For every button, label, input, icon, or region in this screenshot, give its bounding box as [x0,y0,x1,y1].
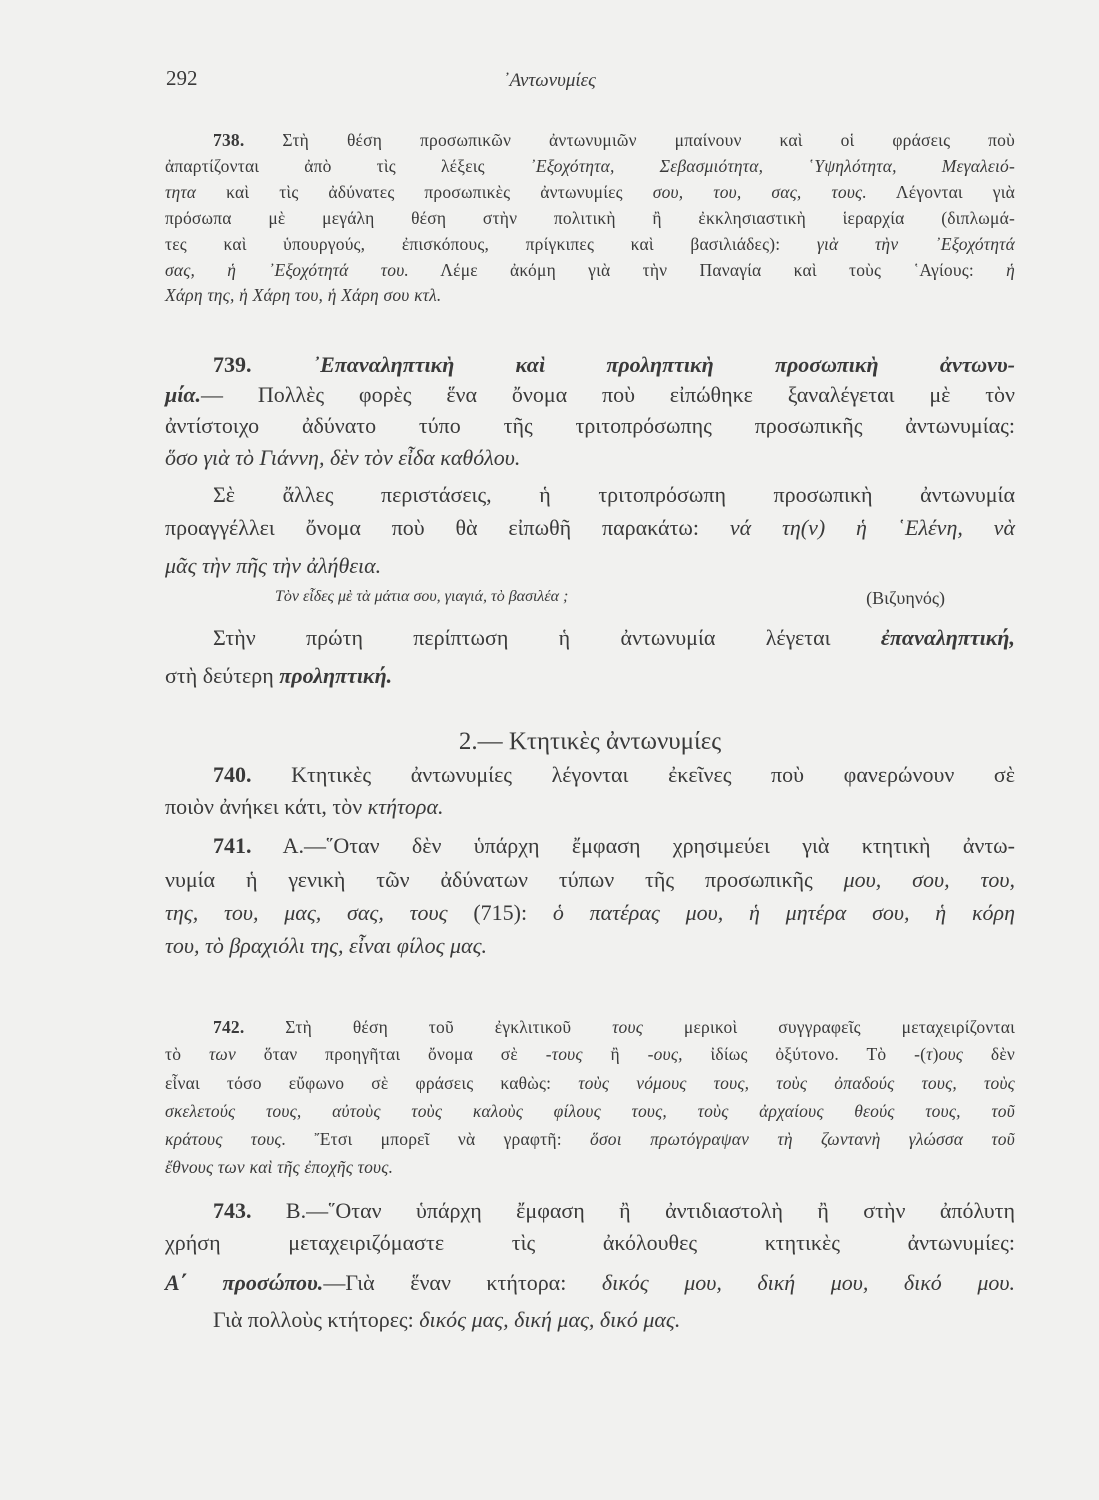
italic-example: μᾶς τὴν πῆς τὴν ἀλήθεια. [165,553,382,578]
italic-example: σκελετούς τους, αὐτοὺς τοὺς καλοὺς φίλους τους, τοὺς ἀρχαίους θεούς τους, τοῦ [165,1101,1015,1121]
text-line [165,794,1015,820]
text-line [165,130,1015,151]
italic-example: σας, ἡ ᾿Εξοχότητά του. [165,260,410,280]
italic-example: μου, σου, του, [843,867,1015,892]
text-line [165,1101,1015,1122]
text-run: ἢ [582,1044,648,1064]
italic-example: -ους, [647,1044,683,1064]
text-run: — Πολλὲς φορὲς ἕνα ὄνομα ποὺ εἰπώθηκε ξαναλέγεται μὲ τὸν [201,382,1015,407]
text-line [165,515,1015,541]
text-run: Β.—῞Οταν ὑπάρχη ἔμφαση ἢ ἀντιδιαστολὴ ἢ στὴν ἀπόλυτη [251,1198,1015,1223]
text-run: στὴ δεύτερη [165,663,280,688]
text-run: Στὴ θέση προσωπικῶν ἀντωνυμιῶν μπαίνουν καὶ οἱ φράσεις ποὺ [244,130,1015,150]
running-title: ᾿Αντωνυμίες [503,70,596,91]
page-number: 292 [166,66,198,90]
text-run: τὸ [165,1044,209,1064]
text-line [165,1198,1015,1224]
text-line [165,352,1015,378]
text-line [165,260,1015,281]
text-line [165,663,1015,689]
text-run: ὅταν προηγῆται ὄνομα σὲ [235,1044,546,1064]
text-run: Γιὰ πολλοὺς κτήτορες: [213,1307,420,1332]
text-line [165,285,1015,306]
text-run: πρόσωπα μὲ μεγάλη θέση στὴν πολιτικὴ ἢ ἐκκλησιαστικὴ ἱεραρχία (διπλωμά- [165,208,1015,228]
text-line [165,1307,1015,1333]
text-line [165,445,1015,471]
paragraph-number: 743. [213,1198,252,1223]
text-line [165,867,1015,893]
quote-author: (Βιζυηνός) [866,588,945,608]
emphasis-term: ἐπαναληπτική, [880,625,1015,650]
italic-example: της, του, μας, σας, τους [165,900,448,925]
italic-example: ἔθνους των καὶ τῆς ἐποχῆς τους. [165,1157,394,1177]
text-run: —Γιὰ ἕναν κτήτορα: [323,1270,602,1295]
text-run: μερικοὶ συγγραφεῖς μεταχειρίζονται [643,1017,1015,1037]
text-run: Σὲ ἄλλες περιστάσεις, ἡ τριτοπρόσωπη προσωπικὴ ἀντωνυμία [213,482,1015,507]
text-run: Στὴν πρώτη περίπτωση ἡ ἀντωνυμία λέγεται [213,625,881,650]
emphasis-term: προληπτική. [279,663,393,688]
italic-example: τ [926,1044,933,1064]
text-line [165,382,1015,408]
text-run: δὲν [963,1044,1015,1064]
text-run: Α.—῞Οταν δὲν ὑπάρχη ἔμφαση χρησιμεύει γιὰ κτητικὴ ἀντω- [251,833,1015,858]
text-line [165,156,1015,177]
text-run: χρήση μεταχειριζόμαστε τὶς ἀκόλουθες κτητικὲς ἀντωνυμίες: [165,1230,1015,1255]
italic-example: Χάρη της, ἡ Χάρη του, ἡ Χάρη σου κτλ. [165,285,442,305]
text-run: Κτητικὲς ἀντωνυμίες λέγονται ἐκεῖνες ποὺ φανερώνουν σὲ [251,762,1015,787]
text-run: ἰδίως ὀξύτονο. Τὸ -( [682,1044,927,1064]
emphasis-term: Α΄ προσώπου. [165,1270,324,1295]
text-line [165,234,1015,255]
text-run: τες καὶ ὑπουργούς, ἐπισκόπους, πρίγκιπες καὶ βασιλιάδες): [165,234,817,254]
paragraph-number: 739. [213,352,313,377]
text-run: ἀντίστοιχο ἀδύνατο τύπο τῆς τριτοπρόσωπης προσωπικῆς ἀντωνυμίας: [165,413,1015,438]
text-line [165,1044,1015,1065]
text-run: ) [932,1044,939,1064]
emphasis-term: ᾿Επαναληπτικὴ καὶ προληπτικὴ προσωπικὴ ἀντωνυ- [312,352,1016,377]
text-line [165,1230,1015,1256]
italic-example: κράτους τους. [165,1129,287,1149]
text-run: προαγγέλλει ὄνομα ποὺ θὰ εἰπωθῆ παρακάτω: [165,515,730,540]
italic-example: κτήτορα. [367,794,444,819]
text-line [165,182,1015,203]
text-line [165,1017,1015,1038]
paragraph-number: 738. [213,130,245,150]
italic-example: τοὺς νόμους τους, τοὺς ὀπαδούς τους, τοὺς [578,1073,1015,1093]
italic-example: σου, του, σας, τους. [652,182,867,202]
text-run: Λέγονται γιὰ [866,182,1015,202]
italic-example: ἡ [1006,260,1016,280]
text-line [165,482,1015,508]
text-run: νυμία ἡ γενικὴ τῶν ἀδύνατων τύπων τῆς προσωπικῆς [165,867,844,892]
quote-text: Τὸν εἶδες μὲ τὰ μάτια σου, γιαγιά, τὸ βασιλέα ; [275,588,569,605]
section-heading [165,728,1015,756]
paragraph-number: 740. [213,762,252,787]
text-run: 2.— Κτητικὲς ἀντωνυμίες [458,728,722,755]
text-run: ποιὸν ἀνήκει κάτι, τὸν [165,794,368,819]
italic-example: του, τὸ βραχιόλι της, εἶναι φίλος μας. [165,933,488,958]
italic-example: -τους [545,1044,583,1064]
italic-example: δικός μας, δική μας, δικό μας. [419,1307,681,1332]
italic-example: δικός μου, δική μου, δικό μου. [601,1270,1015,1295]
italic-example: ὅσο γιὰ τὸ Γιάννη, δὲν τὸν εἶδα καθόλου. [165,445,521,470]
italic-example: ὅσοι πρωτόγραψαν τὴ ζωντανὴ γλώσσα τοῦ [590,1129,1015,1149]
text-line [165,413,1015,439]
text-run: Ἔτσι μπορεῖ νὰ γραφτῆ: [286,1129,591,1149]
text-run: καὶ τὶς ἀδύνατες προσωπικὲς ἀντωνυμίες [196,182,653,202]
text-line [165,1270,1015,1296]
paragraph-number: 742. [213,1017,245,1037]
text-line [165,1129,1015,1150]
text-line [165,1073,1015,1094]
text-line [165,1157,1015,1178]
italic-example: νά τη(ν) ἡ ῾Ελένη, νὰ [729,515,1015,540]
text-line [165,933,1015,959]
text-line [165,208,1015,229]
italic-example: τους [612,1017,644,1037]
text-line [165,833,1015,859]
text-line [165,762,1015,788]
text-line [165,625,1015,651]
italic-example: ὁ πατέρας μου, ἡ μητέρα σου, ἡ κόρη [552,900,1016,925]
text-run: Στὴ θέση τοῦ ἐγκλιτικοῦ [244,1017,613,1037]
italic-example: των [208,1044,236,1064]
text-line [165,553,1015,579]
text-run: (715): [447,900,553,925]
text-run: εἶναι τόσο εὔφωνο σὲ φράσεις καθὼς: [165,1073,579,1093]
paragraph-number: 741. [213,833,252,858]
italic-example: τητα [165,182,197,202]
italic-example: ους [938,1044,964,1064]
text-run: ἀπαρτίζονται ἀπὸ τὶς λέξεις [165,156,530,176]
italic-example: ᾿Εξοχότητα, Σεβασμιότητα, ῾Υψηλότητα, Μεγαλειό- [529,156,1015,176]
emphasis-term: μία. [165,382,202,407]
text-run: Λέμε ἀκόμη γιὰ τὴν Παναγία καὶ τοὺς ῾Αγίους: [409,260,1007,280]
text-line [165,900,1015,926]
italic-example: γιὰ τὴν ᾿Εξοχότητά [816,234,1015,254]
